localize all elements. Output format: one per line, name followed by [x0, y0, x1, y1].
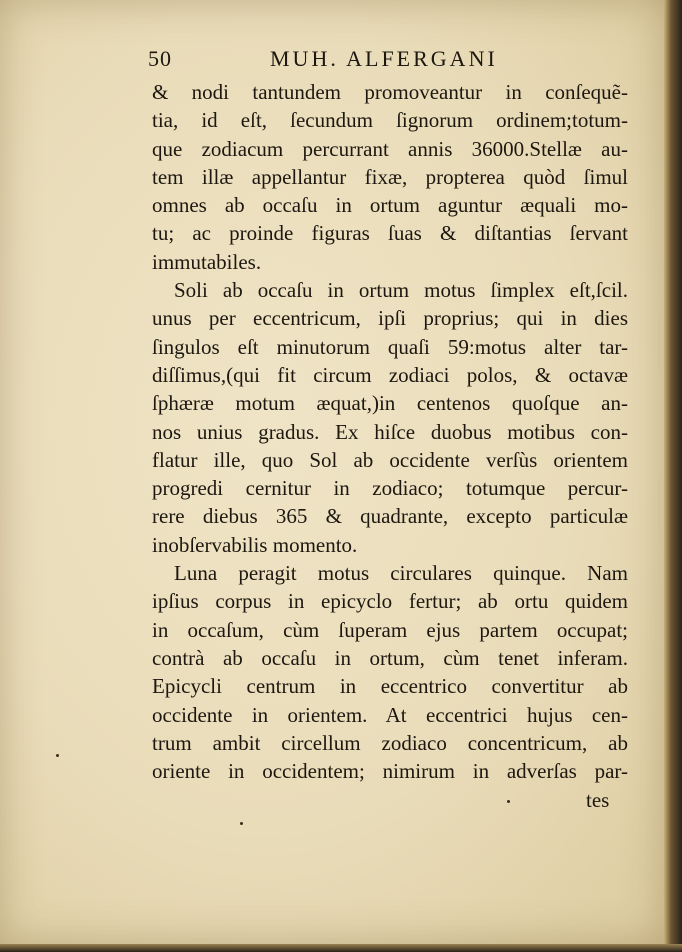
text-line: trum ambit circellum zodiaco concentricum, ab: [152, 730, 628, 755]
text-line: immutabiles.: [152, 249, 262, 274]
text-line: occidente in orientem. At eccentrici hujus cen-: [152, 702, 628, 727]
text-line: ipſius corpus in epicyclo fertur; ab ortu quidem: [152, 589, 628, 614]
text-line: oriente in occidentem; nimirum in adverſas par-: [152, 759, 628, 784]
text-line: progredi cernitur in zodiaco; totumque percur-: [152, 476, 628, 501]
page-number: 50: [148, 46, 172, 71]
text-line: tem illæ appellantur fixæ, propterea quòd ſimul: [152, 164, 628, 189]
text-line: unus per eccentricum, ipſi proprius; qui in dies: [152, 306, 628, 331]
text-line: Epicycli centrum in eccentrico convertitur ab: [152, 674, 628, 699]
text-line: ſingulos eſt minutorum quaſi 59:motus alter tar-: [152, 334, 628, 359]
text-line: tu; ac proinde figuras ſuas & diſtantias ſervant: [152, 221, 628, 246]
page-edge-right: [664, 0, 682, 952]
catchword: tes: [586, 788, 610, 812]
text-line: ſphæræ motum æquat,)in centenos quoſque an-: [152, 391, 628, 416]
text-line: & nodi tantundem promoveantur in conſequẽ-: [152, 80, 628, 104]
body-text: [152, 78, 628, 785]
text-line: in occaſum, cùm ſuperam ejus partem occupat;: [152, 617, 628, 642]
text-line: Soli ab occaſu in ortum motus ſimplex eſt,ſcil.: [174, 278, 628, 303]
text-line: nos unius gradus. Ex hiſce duobus motibus con-: [152, 419, 628, 444]
text-line: contrà ab occaſu in ortum, cùm tenet inferam.: [152, 645, 628, 670]
page-edge-bottom: [0, 944, 682, 952]
ink-speck: [240, 822, 243, 825]
ink-speck: [56, 754, 59, 757]
ink-speck: [507, 800, 510, 803]
text-line: que zodiacum percurrant annis 36000.Stellæ au-: [152, 136, 628, 161]
page-header: [148, 46, 628, 76]
text-line: tia, id eſt, ſecundum ſignorum ordinem;totum-: [152, 108, 628, 133]
text-line: Luna peragit motus circulares quinque. Nam: [174, 561, 628, 586]
text-line: omnes ab occaſu in ortum aguntur æquali mo-: [152, 193, 628, 218]
text-line: diſſimus,(qui fit circum zodiaci polos, & octavæ: [152, 362, 628, 387]
running-title: MUH. ALFERGANI: [270, 46, 498, 71]
text-line: inobſervabilis momento.: [152, 532, 358, 557]
text-line: flatur ille, quo Sol ab occidente verſùs orientem: [152, 447, 628, 472]
text-line: rere diebus 365 & quadrante, excepto particulæ: [152, 504, 628, 529]
